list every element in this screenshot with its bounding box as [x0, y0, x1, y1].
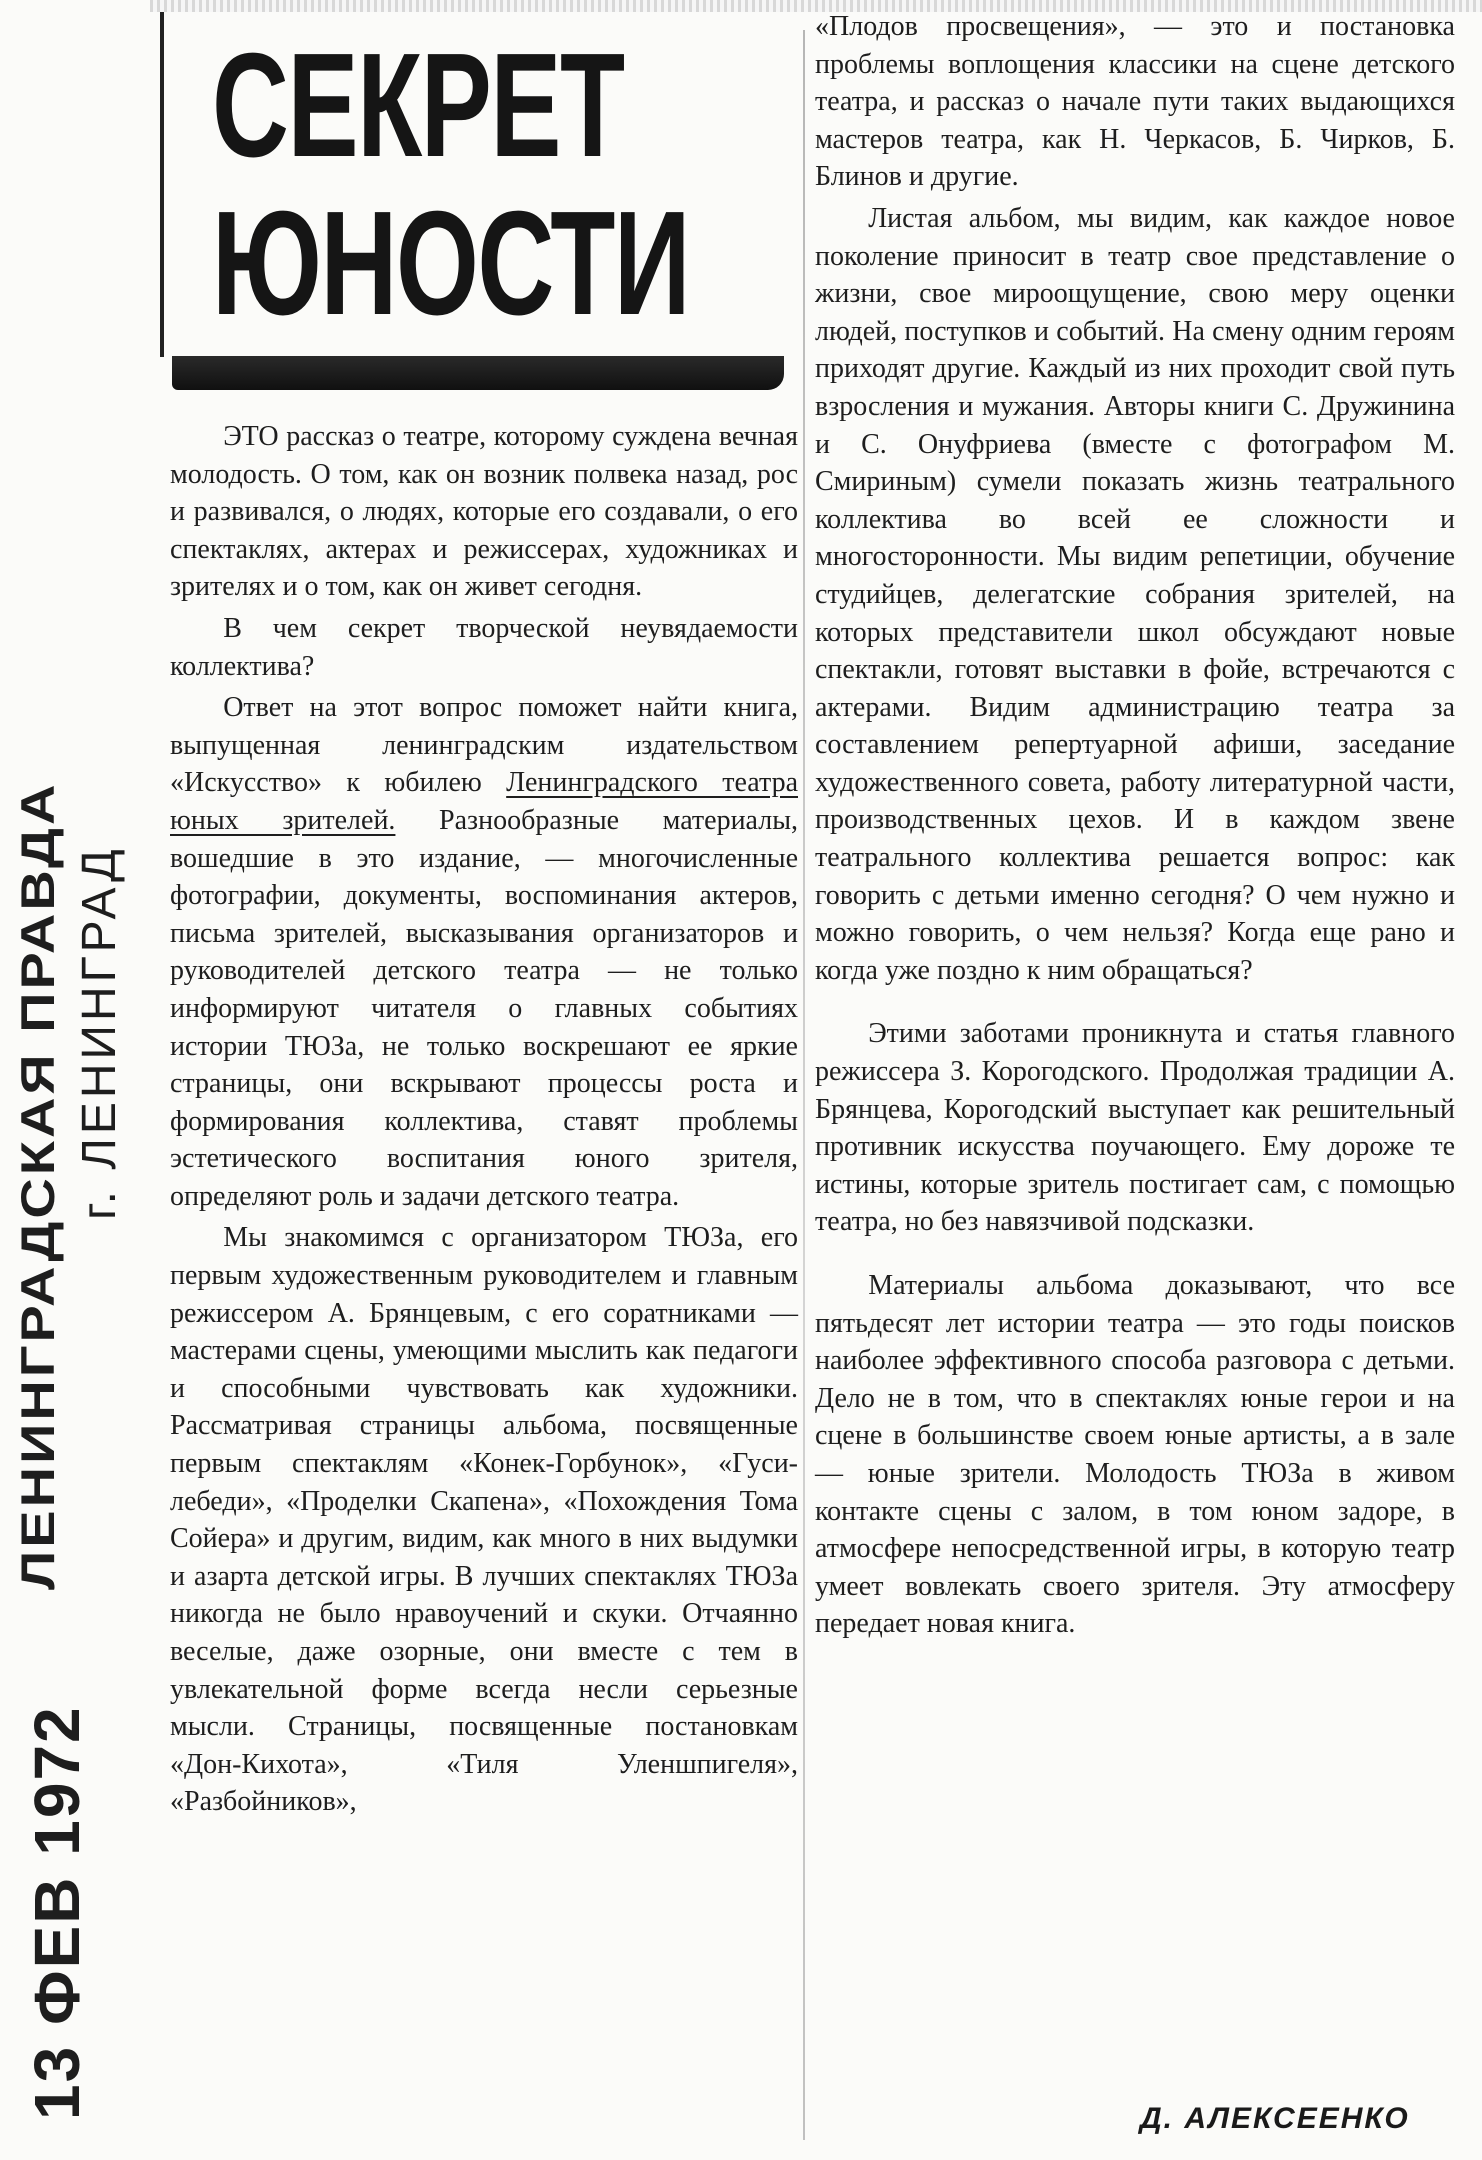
- headline-box: [160, 12, 792, 357]
- article-paragraph: Материалы альбома доказывают, что все пятьдесят лет истории театра — это годы поисков наиболее эффективного способа разговора с детьми. Дело не в том, что в спектаклях юные герои и на сцене в большинстве своем юные артисты, а в зале — юные зрители. Молодость ТЮЗа в живом контакте сцены с залом, в том юном задоре, в атмосфере непосредственной игры, в которую театр умеет вовлекать своего зрителя. Эту атмосферу передает новая книга.: [815, 1270, 1455, 1640]
- article-column-right: [815, 8, 1455, 1643]
- article-paragraph: В чем секрет творческой неувядаемости коллектива?: [170, 612, 798, 682]
- author-signature: Д. АЛЕКСЕЕНКО: [1140, 2102, 1410, 2135]
- headline-underbar: [172, 356, 784, 390]
- underlined-theatre-name: Ленинградского театра юных зрителей.: [170, 767, 798, 836]
- newspaper-stamp: [0, 360, 150, 2120]
- headline-line-2: ЮНОСТИ: [212, 181, 690, 346]
- article-paragraph: «Плодов просвещения», — это и постановка проблемы воплощения классики на сцене детского театра, и рассказ о начале пути таких выдающихся мастеров театра, как Н. Черкасов, Б. Чирков, Б. Блинов и другие.: [815, 11, 1455, 193]
- article-text: Разнообразные материалы, вошедшие в это издание, — многочисленные фотографии, документы, воспоминания актеров, письма зрителей, высказывания организаторов и руководителей детского театра — не только информируют читателя о главных событиях истории ТЮЗа, не только воскрешают ее яркие страницы, они вскрывают процессы роста и формирования коллектива, ставят проблемы эстетического воспитания юного зрителя, определяют роль и задачи детского театра.: [170, 804, 799, 1212]
- article-column-left: [170, 418, 798, 1821]
- column-divider: [803, 30, 805, 2140]
- article-text: Ответ на этот вопрос поможет найти книга, выпущенная ленинградским издательством «Искусство» к юбилею: [170, 692, 798, 799]
- article-paragraph: ЭТО рассказ о театре, которому суждена вечная молодость. О том, как он возник полвека назад, рос и развивался, о людях, которые его создавали, о его спектаклях, актерах и режиссерах, художниках и зрителях и о том, как он живет сегодня.: [170, 421, 798, 603]
- stamp-newspaper-name: ЛЕНИНГРАДСКАЯ ПРАВДА: [10, 781, 65, 1590]
- article-paragraph: Этими заботами проникнута и статья главного режиссера З. Корогодского. Продолжая традиции А. Брянцева, Корогодский выступает как решительный противник искусства поучающего. Ему дороже те истины, которые зритель постигает сам, с помощью театра, но без навязчивой подсказки.: [815, 1018, 1455, 1238]
- article-paragraph: [170, 689, 798, 1215]
- article-paragraph: Листая альбом, мы видим, как каждое новое поколение приносит в театр свое представление о жизни, свое мироощущение, свою меру оценки людей, поступков и событий. На смену одним героям приходят другие. Каждый из них проходит свой путь взросления и мужания. Авторы книги С. Дружинина и С. Онуфриева (вместе с фотографом М. Смириным) сумели показать жизнь театрального коллектива во всей ее сложности и многосторонности. Мы видим репетиции, обучение студийцев, делегатские собрания зрителей, на которых представители школ обсуждают новые спектакли, готовят выставки в фойе, встречаются с актерами. Видим администрацию театра за составлением репертуарной афиши, заседание художественного совета, работу литературной части, производственных цехов. И в каждом звене театрального коллектива решается вопрос: как говорить с детьми именно сегодня? О чем нужно и можно говорить, о чем нельзя? Когда еще рано и когда уже поздно к ним обращаться?: [815, 202, 1455, 986]
- stamp-date: 13 ФЕВ 1972: [21, 1705, 93, 2120]
- stamp-city: г. ЛЕНИНГРАД: [73, 845, 126, 1220]
- headline-line-1: СЕКРЕТ: [212, 23, 624, 188]
- article-paragraph: Мы знакомимся с организатором ТЮЗа, его первым художественным руководителем и главным режиссером А. Брянцевым, с его соратниками — мастерами сцены, умеющими мыслить как педагоги и способными чувствовать как художники. Рассматривая страницы альбома, посвященные первым спектаклям «Конек-Горбунок», «Гуси-лебеди», «Проделки Скапена», «Похождения Тома Сойера» и другим, видим, как много в них выдумки и азарта детской игры. В лучших спектаклях ТЮЗа никогда не было нравоучений и скуки. Отчаянно веселые, даже озорные, они вместе с тем в увлекательной форме всегда несли серьезные мысли. Страницы, посвященные постановкам «Дон-Кихота», «Тиля Уленшпигеля», «Разбойников»,: [170, 1222, 798, 1818]
